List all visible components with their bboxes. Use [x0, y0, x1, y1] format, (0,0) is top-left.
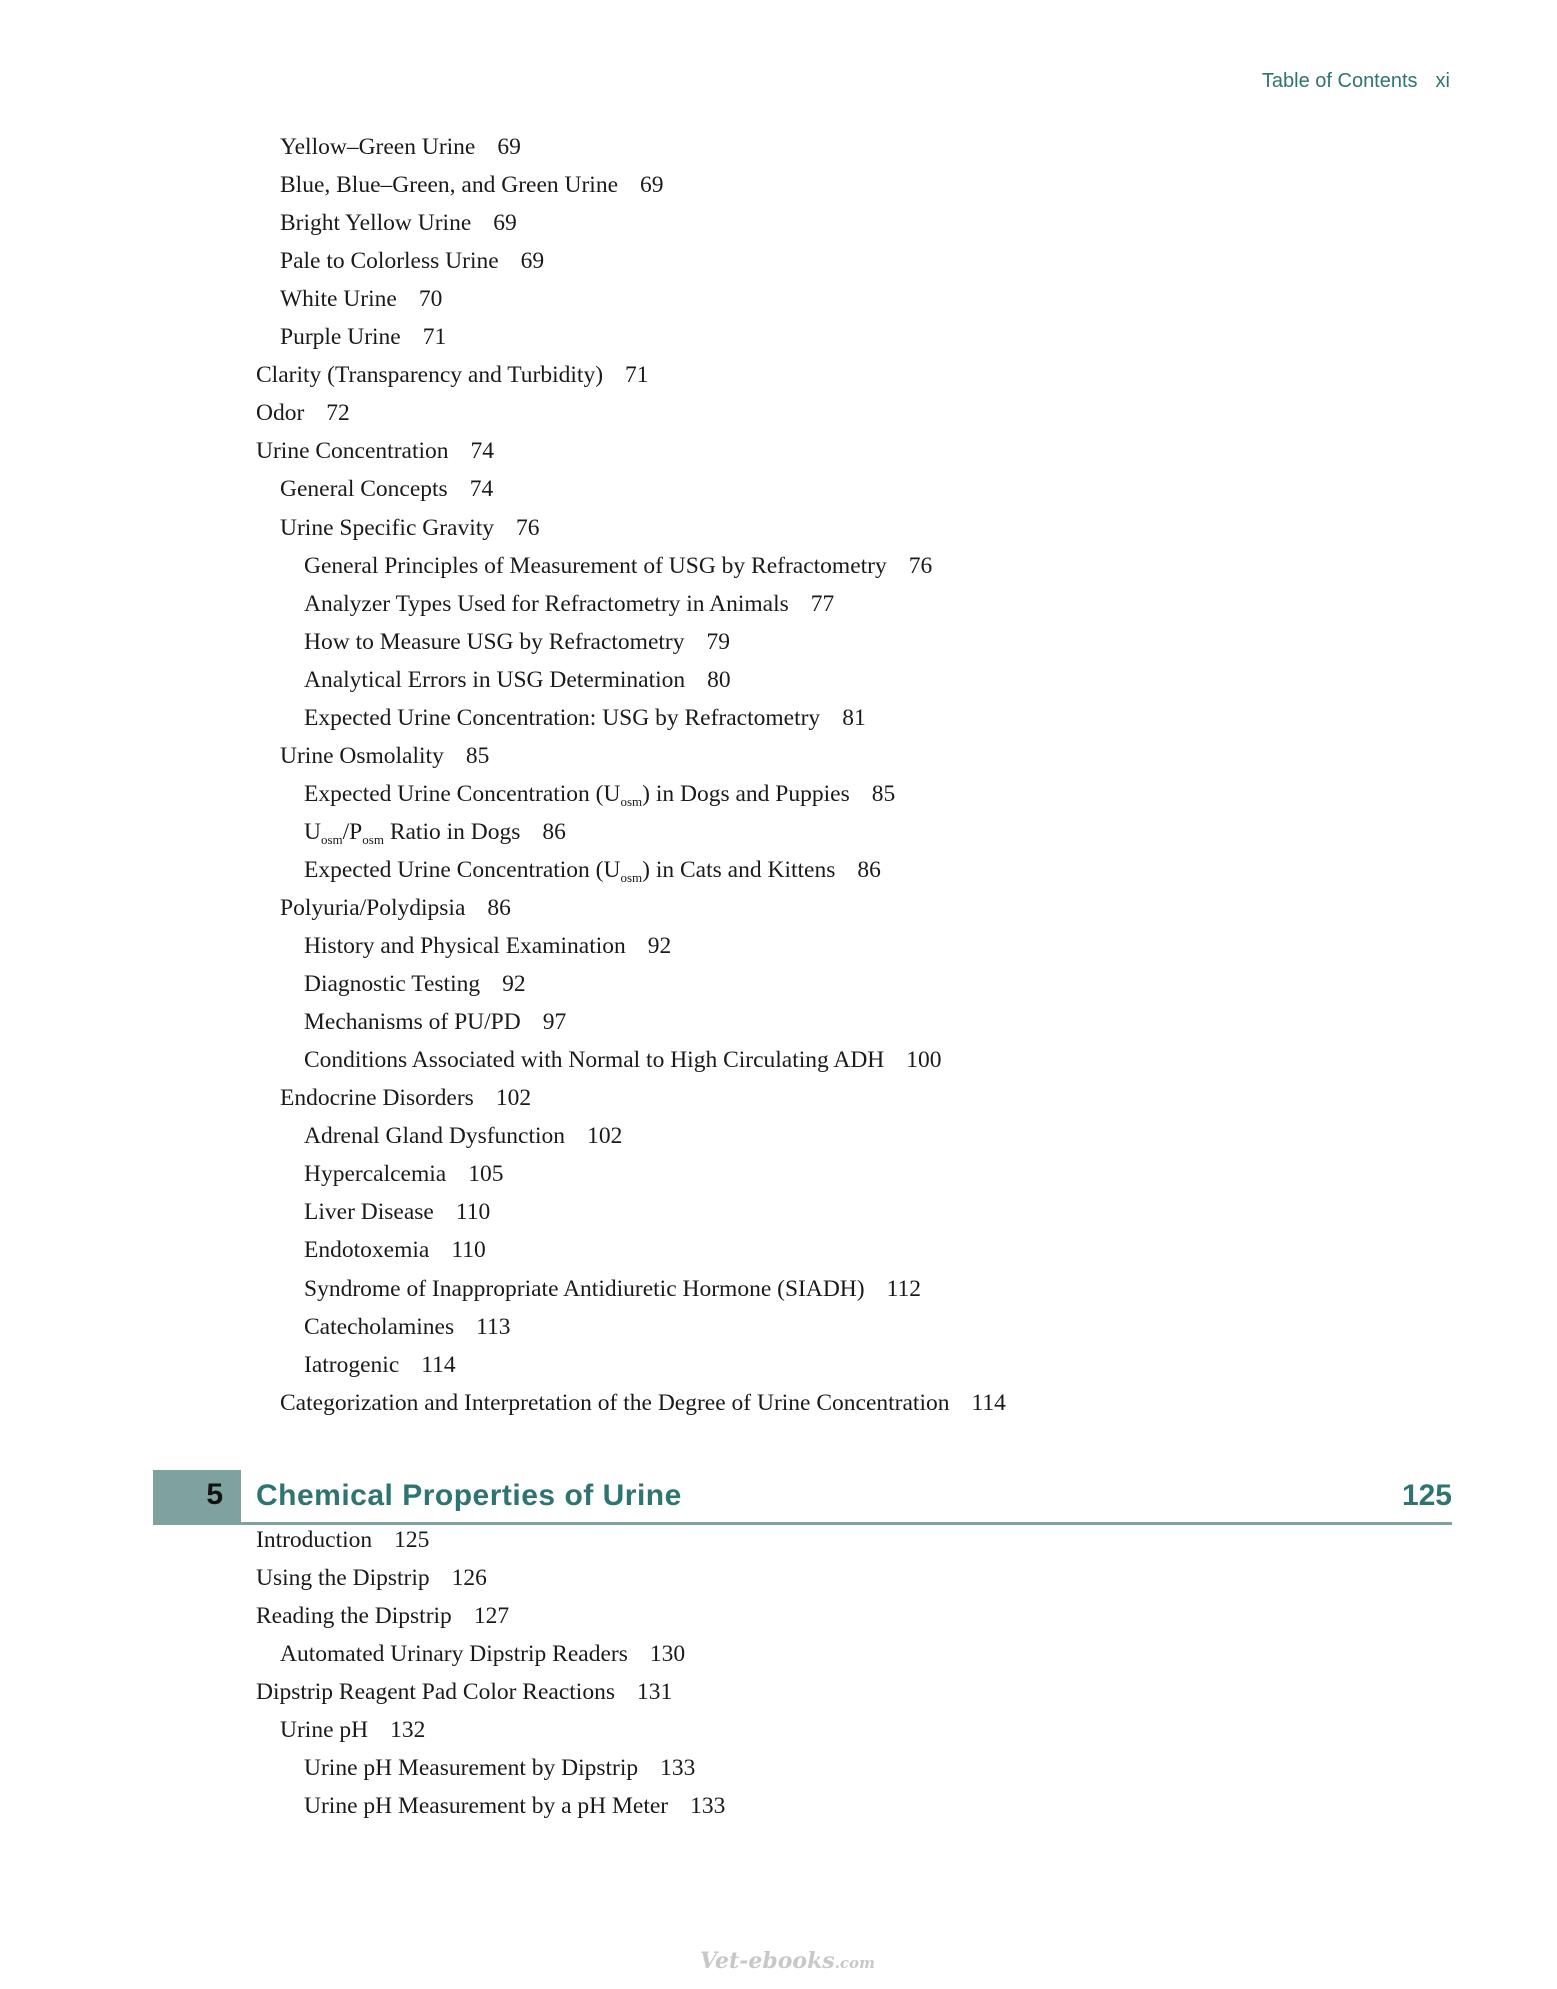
toc-entry-page: 113	[476, 1313, 511, 1340]
toc-entry-title: History and Physical Examination	[304, 933, 626, 960]
toc-entry[interactable]	[256, 360, 649, 390]
toc-entry-title: Using the Dipstrip	[256, 1565, 430, 1592]
toc-entry-title: Syndrome of Inappropriate Antidiuretic Hormone (SIADH)	[304, 1275, 865, 1302]
toc-entry-title: Automated Urinary Dipstrip Readers	[280, 1641, 628, 1668]
toc-entry-page: 133	[660, 1755, 696, 1782]
toc-entry-page: 85	[465, 742, 490, 769]
toc-entry-title: How to Measure USG by Refractometry	[304, 628, 685, 655]
toc-entry-title: Catecholamines	[304, 1313, 455, 1340]
toc-entry-title: Iatrogenic	[304, 1351, 400, 1378]
toc-entry[interactable]	[304, 1159, 503, 1189]
toc-entry-title: Hypercalcemia	[304, 1161, 447, 1188]
toc-entry[interactable]	[256, 398, 350, 428]
toc-entry-title: Categorization and Interpretation of the Degree of Urine Concentration	[280, 1389, 950, 1416]
toc-entry[interactable]	[256, 436, 494, 466]
toc-entry[interactable]	[304, 1235, 486, 1265]
toc-entry[interactable]	[256, 1601, 509, 1631]
toc-entry-page: 125	[394, 1527, 430, 1553]
toc-entry-title: Endocrine Disorders	[280, 1085, 474, 1112]
toc-entry-title: Clarity (Transparency and Turbidity)	[256, 362, 604, 389]
toc-entry[interactable]	[304, 589, 834, 619]
toc-entry[interactable]	[304, 1312, 510, 1342]
toc-entry-title: $U_{osm}/P_{osm}$ Ratio in Dogs	[304, 818, 521, 847]
toc-entry-title: General Principles of Measurement of USG by Refractometry	[304, 552, 887, 579]
toc-entry[interactable]	[280, 1083, 531, 1113]
toc-entry-page: 110	[451, 1237, 486, 1264]
toc-entry[interactable]	[304, 1791, 725, 1821]
toc-entry[interactable]	[304, 817, 566, 847]
toc-entry-page: 85	[871, 780, 896, 807]
running-header-page-number: xi	[1435, 70, 1450, 92]
toc-entry-page: 79	[706, 628, 730, 655]
toc-entry-page: 74	[469, 476, 494, 503]
toc-entry[interactable]	[280, 741, 489, 771]
toc-entry-title: Expected Urine Concentration $(U_{osm})$ in Dogs and Puppies	[304, 780, 850, 809]
toc-entry[interactable]	[280, 246, 544, 276]
toc-entry-page: 105	[468, 1161, 504, 1188]
chapter-number-box	[153, 1470, 241, 1522]
toc-entry-page: 71	[625, 362, 649, 389]
running-header	[1262, 70, 1450, 93]
toc-entry[interactable]	[304, 665, 731, 695]
toc-entry-page: 80	[707, 666, 731, 693]
toc-entry-title: Urine Concentration	[256, 438, 449, 465]
toc-entry[interactable]	[304, 1274, 921, 1304]
toc-entry-page: 69	[497, 134, 521, 160]
toc-entry-page: 114	[971, 1389, 1006, 1416]
toc-entry-page: 130	[649, 1641, 686, 1668]
toc-entry-page: 114	[421, 1351, 456, 1378]
toc-entry-page: 133	[690, 1793, 726, 1820]
toc-entry[interactable]	[304, 855, 881, 885]
watermark-text: Vet-ebooks	[700, 1948, 835, 1974]
toc-entry-title: Purple Urine	[280, 324, 401, 351]
toc-entry[interactable]	[280, 513, 540, 543]
toc-entry-page: 97	[542, 1009, 567, 1036]
toc-entry-page: 69	[493, 210, 517, 237]
toc-entry-page: 126	[451, 1565, 487, 1592]
toc-entry-title: Analytical Errors in USG Determination	[304, 666, 686, 693]
toc-entry[interactable]	[304, 969, 526, 999]
toc-entry-title: Expected Urine Concentration: USG by Refractometry	[304, 704, 821, 731]
toc-entry-page: 102	[587, 1123, 623, 1150]
toc-entry-page: 86	[542, 818, 566, 845]
toc-entry-page: 92	[647, 933, 672, 960]
toc-entry[interactable]	[280, 1388, 1006, 1418]
toc-entry-title: Conditions Associated with Normal to High Circulating ADH	[304, 1047, 885, 1074]
toc-entry-page: 127	[473, 1603, 510, 1630]
toc-entry-page: 100	[906, 1047, 942, 1074]
toc-entry[interactable]	[280, 1639, 685, 1669]
toc-entry-page: 71	[422, 324, 447, 351]
toc-entry[interactable]	[280, 284, 442, 314]
toc-entry[interactable]	[280, 893, 511, 923]
toc-entry-title: White Urine	[280, 286, 397, 313]
toc-entry-page: 102	[495, 1085, 532, 1112]
toc-entry[interactable]	[304, 1753, 695, 1783]
toc-entry-page: 69	[640, 172, 664, 199]
toc-entry-page: 112	[886, 1275, 921, 1302]
toc-entry-title: Polyuria/Polydipsia	[280, 895, 466, 921]
toc-entry-page: 110	[455, 1199, 491, 1226]
chapter-page-number: 125	[1401, 1479, 1452, 1512]
toc-entry-page: 86	[857, 856, 881, 883]
toc-entry-page: 77	[810, 590, 835, 617]
toc-entry-page: 131	[636, 1679, 673, 1706]
toc-entry-title: Blue, Blue–Green, and Green Urine	[280, 172, 619, 199]
toc-entry-title: Dipstrip Reagent Pad Color Reactions	[256, 1679, 615, 1706]
toc-entry[interactable]	[304, 1121, 622, 1151]
toc-entry-page: 132	[390, 1717, 426, 1744]
toc-entry-title: General Concepts	[280, 476, 448, 503]
toc-entry-title: Urine pH	[280, 1717, 369, 1744]
toc-entry-title: Odor	[256, 400, 305, 427]
toc-entry-title: Diagnostic Testing	[304, 971, 481, 998]
toc-entry[interactable]	[280, 170, 664, 200]
toc-entry[interactable]	[304, 627, 730, 657]
toc-entry-title: Liver Disease	[304, 1199, 434, 1226]
toc-entry[interactable]	[304, 551, 932, 581]
toc-entry-page: 74	[470, 438, 495, 465]
toc-entry-title: Bright Yellow Urine	[280, 210, 472, 237]
toc-entry-title: Urine pH Measurement by Dipstrip	[304, 1755, 639, 1782]
toc-entry[interactable]	[304, 1350, 456, 1380]
toc-entry-title: Urine Specific Gravity	[280, 514, 495, 541]
toc-entry-page: 81	[842, 704, 866, 731]
watermark-suffix: .com	[834, 1954, 875, 1972]
toc-entry[interactable]	[280, 132, 521, 162]
toc-entry-page: 70	[418, 286, 443, 313]
toc-entry-page: 76	[908, 552, 933, 579]
chapter-title[interactable]: Chemical Properties of Urine	[256, 1479, 682, 1512]
toc-entry-page: 76	[516, 514, 540, 541]
chapter-heading[interactable]	[153, 1470, 1452, 1525]
toc-entry[interactable]	[304, 779, 895, 809]
toc-entry-title: Endotoxemia	[304, 1237, 430, 1264]
toc-entry[interactable]	[304, 1045, 942, 1075]
toc-entry-title: Introduction	[256, 1527, 373, 1553]
toc-entry[interactable]	[304, 1007, 566, 1037]
toc-entry-page: 86	[487, 895, 511, 921]
toc-entry-title: Reading the Dipstrip	[256, 1603, 452, 1630]
toc-entry-title: Adrenal Gland Dysfunction	[304, 1123, 566, 1150]
running-header-title: Table of Contents	[1261, 70, 1418, 92]
toc-entry[interactable]	[304, 703, 866, 733]
toc-entry[interactable]	[280, 474, 493, 504]
toc-entry-title: Pale to Colorless Urine	[280, 248, 499, 275]
toc-entry-title: Urine pH Measurement by a pH Meter	[304, 1793, 669, 1820]
watermark-logo	[700, 1948, 875, 1974]
toc-entry-page: 69	[520, 248, 545, 275]
toc-entry-title: Expected Urine Concentration $(U_{osm})$ in Cats and Kittens	[304, 856, 836, 885]
toc-entry-title: Urine Osmolality	[280, 742, 444, 769]
toc-entry[interactable]	[280, 1715, 425, 1745]
toc-entry[interactable]	[256, 1677, 672, 1707]
toc-entry[interactable]	[304, 931, 671, 961]
toc-entry[interactable]	[304, 1197, 490, 1227]
toc-entry-page: 92	[502, 971, 526, 998]
toc-entry-page: 72	[326, 400, 350, 427]
toc-entry[interactable]	[280, 208, 517, 238]
toc-entry-title: Mechanisms of PU/PD	[304, 1009, 521, 1036]
toc-entry[interactable]	[256, 1563, 487, 1593]
toc-entry-title: Yellow–Green Urine	[280, 134, 476, 160]
toc-entry[interactable]	[256, 1525, 429, 1555]
toc-entry[interactable]	[280, 322, 446, 352]
chapter-number: 5	[206, 1478, 223, 1511]
toc-entry-title: Analyzer Types Used for Refractometry in Animals	[304, 590, 789, 617]
